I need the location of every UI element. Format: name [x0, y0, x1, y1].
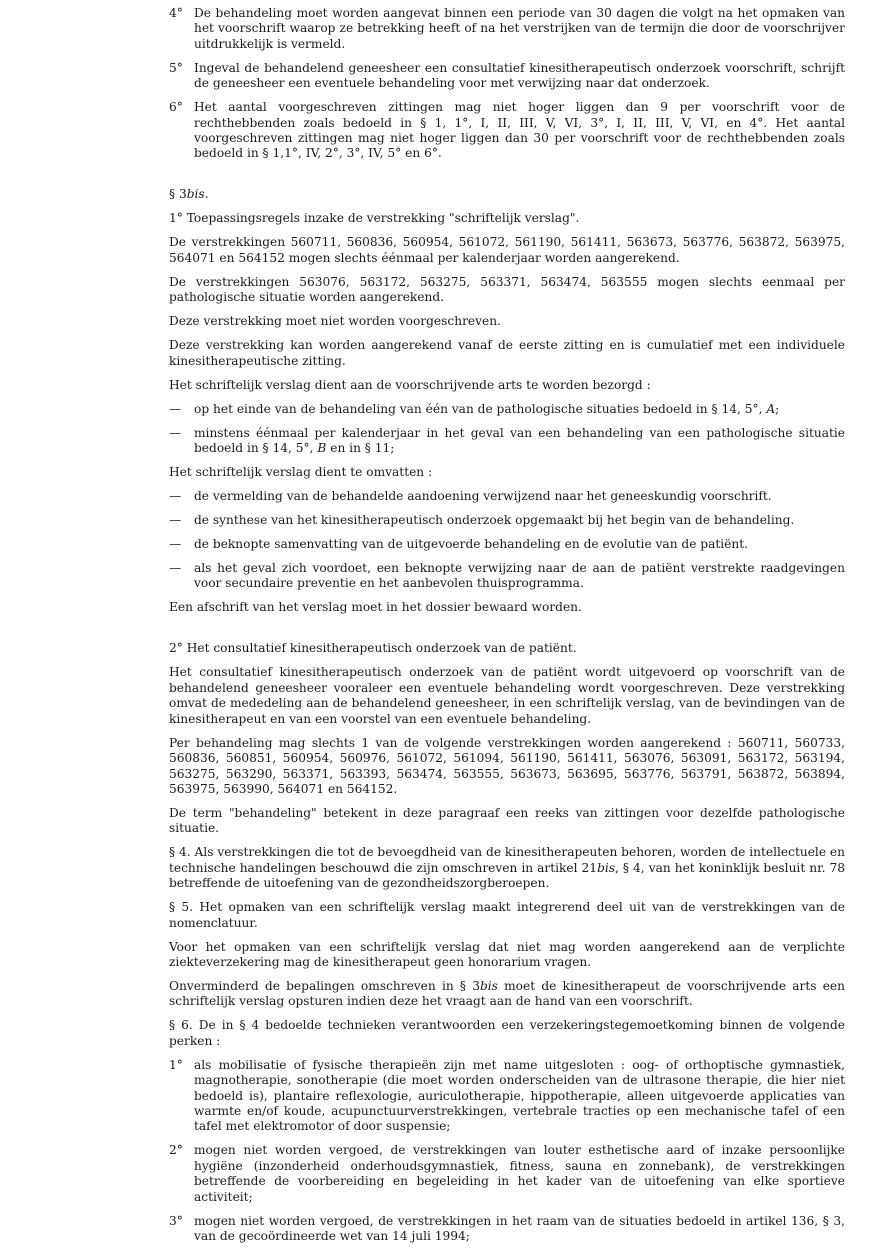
text-part: § 4. Als verstrekkingen die tot de bevoegdheid van de kinesitherapeuten behoren, worden de intellectuele en technische handelingen beschouwd die zijn omschreven in artikel 21 — [169, 845, 845, 875]
section-5-paragraph: § 5. Het opmaken van een schriftelijk verslag maakt integrerend deel uit van de verstrekkingen van de nomenclatuur. — [169, 900, 845, 930]
dash-marker: — — [169, 537, 182, 552]
paragraph: Het schriftelijk verslag dient te omvatten : — [169, 465, 433, 480]
item-text: De behandeling moet worden aangevat binnen een periode van 30 dagen die volgt na het opmaken van het voorschrift waarop ze betrekking heeft of na het verstrijken van de termijn die door de voorschrijver uitdrukkelijk is vermeld. — [194, 6, 845, 51]
item-marker: 3° — [169, 1213, 183, 1228]
text-part: moet de kinesitherapeut de voorschrijvende arts een schriftelijk verslag opsturen indien deze het vraagt aan de hand van een voorschrift. — [169, 978, 845, 1009]
paragraph: Het schriftelijk verslag dient aan de voorschrijvende arts te worden bezorgd : — [169, 377, 651, 392]
dash-marker: — — [169, 513, 182, 528]
heading-italic: bis — [186, 187, 205, 202]
item-text-part: ; — [775, 401, 780, 416]
paragraph: Per behandeling mag slechts 1 van de volgende verstrekkingen worden aangerekend : 560711, 560733, 560836, 560851, 560954, 560976, 561072, 561094, 561190, 561411, 563076, 563091, 563172, 563194, 563275, 563290, 563371, 563393, 563474, 563555, 563673, 563695, 563776, 563791, 563872, 563894, 563975, 563990, 564071 en 564152. — [169, 735, 845, 796]
list-item — [169, 61, 845, 92]
list-item — [169, 1214, 845, 1245]
item-marker: 4° — [169, 6, 183, 20]
dash-item — [169, 561, 845, 592]
item-text: als mobilisatie of fysische therapieën zijn met name uitgesloten : oog- of orthoptische gymnastiek, magnotherapie, sonotherapie (die moet worden onderscheiden van de ultrasone therapie, die hier niet bedoeld is), plantaire reflexologie, auriculotherapie, hippotherapie, alleen uitgevoerde applicaties van warmte en/of koude, acupunctuurverstrekkingen, vertebrale tracties op een mechanische tafel of een tafel met elektromotor of door suspensie; — [194, 1057, 845, 1134]
section-heading-3bis — [169, 187, 845, 202]
text-part: , § 4, van het koninklijk besluit nr. 78 betreffende de uitoefening van de gezondheidszorgberoepen. — [169, 860, 845, 891]
dash-item — [169, 537, 845, 552]
item-marker: 5° — [169, 60, 183, 75]
item-text: de synthese van het kinesitherapeutisch onderzoek opgemaakt bij het begin van de behandeling. — [194, 513, 795, 528]
dash-item — [169, 513, 845, 528]
item-text: Ingeval de behandelend geneesheer een consultatief kinesitherapeutisch onderzoek voorschrift, schrijft de geneesheer een eventuele behandeling voor met verwijzing naar dat onderzoek. — [194, 60, 845, 91]
paragraph: De verstrekkingen 560711, 560836, 560954, 561072, 561190, 561411, 563673, 563776, 563872, 563975, 564071 en 564152 mogen slechts éénmaal per kalenderjaar worden aangerekend. — [169, 235, 845, 265]
paragraph: De verstrekkingen 563076, 563172, 563275, 563371, 563474, 563555 mogen slechts eenmaal per pathologische situatie worden aangerekend. — [169, 274, 845, 305]
item-marker: 6° — [169, 100, 183, 115]
item-text-part: en in § 11; — [326, 441, 395, 456]
text-italic: bis — [597, 860, 616, 875]
item-text-part: op het einde van de behandeling van één van de pathologische situaties bedoeld in § 14, 5°, — [194, 401, 767, 416]
heading-prefix: § 3 — [169, 187, 187, 202]
item-text: als het geval zich voordoet, een beknopte verwijzing naar de aan de patiënt verstrekte raadgevingen voor secundaire preventie en het aanbevolen thuisprogramma. — [194, 561, 845, 591]
paragraph — [169, 979, 845, 1010]
paragraph: Voor het opmaken van een schriftelijk verslag dat niet mag worden aangerekend aan de verplichte ziekteverzekering mag de kinesitherapeut geen honorarium vragen. — [169, 939, 845, 969]
list-item — [169, 100, 845, 162]
paragraph: De term "behandeling" betekent in deze paragraaf een reeks van zittingen voor dezelfde pathologische situatie. — [169, 805, 845, 836]
dash-marker: — — [169, 561, 182, 576]
text-part: Onverminderd de bepalingen omschreven in § 3 — [169, 978, 480, 993]
paragraph: Een afschrift van het verslag moet in het dossier bewaard worden. — [169, 600, 582, 615]
item-text: de vermelding van de behandelde aandoening verwijzend naar het geneeskundig voorschrift. — [194, 489, 772, 504]
subsection-title-1: 1° Toepassingsregels inzake de verstrekking "schriftelijk verslag". — [169, 211, 580, 226]
item-text: mogen niet worden vergoed, de verstrekkingen van louter esthetische aard of inzake persoonlijke hygiëne (inzonderheid onderhoudsgymnastiek, fitness, sauna en zonnebank), de verstrekkingen betreffende de voorbereiding en begeleiding in het kader van de uitoefening van elke sportieve activiteit; — [194, 1143, 845, 1204]
dash-marker: — — [169, 425, 182, 440]
item-text — [194, 426, 845, 457]
dash-item — [169, 489, 845, 504]
item-text — [194, 402, 845, 417]
dash-item — [169, 402, 845, 417]
document-page — [169, 6, 845, 1253]
item-text: mogen niet worden vergoed, de verstrekkingen in het raam van de situaties bedoeld in artikel 136, § 3, van de gecoördineerde wet van 14 juli 1994; — [194, 1213, 845, 1243]
item-marker: 2° — [169, 1143, 183, 1158]
paragraph: Deze verstrekking moet niet worden voorgeschreven. — [169, 314, 501, 329]
item-text: de beknopte samenvatting van de uitgevoerde behandeling en de evolutie van de patiënt. — [194, 537, 749, 552]
list-item — [169, 1058, 845, 1135]
item-text-italic: A — [766, 401, 776, 416]
text-italic: bis — [479, 978, 498, 993]
paragraph: Het consultatief kinesitherapeutisch onderzoek van de patiënt wordt uitgevoerd op voorschrift van de behandelend geneesheer vooraleer een eventuele behandeling wordt voorgeschreven. Deze verstrekking omvat de mededeling aan de behandelend geneesheer, in een schriftelijk verslag, van de bevindingen van de kinesitherapeut en van een voorstel van een eventuele behandeling. — [169, 665, 845, 726]
list-item — [169, 6, 845, 52]
section-4-paragraph — [169, 845, 845, 891]
item-text-part: minstens éénmaal per kalenderjaar in het geval van een behandeling van een pathologische situatie bedoeld in § 14, 5°, — [194, 425, 845, 456]
dash-item — [169, 426, 845, 457]
item-marker: 1° — [169, 1057, 183, 1072]
dash-marker: — — [169, 489, 182, 504]
section-6-intro: § 6. De in § 4 bedoelde technieken verantwoorden een verzekeringstegemoetkoming binnen de volgende perken : — [169, 1018, 845, 1048]
item-text: Het aantal voorgeschreven zittingen mag niet hoger liggen dan 9 per voorschrift voor de rechthebbenden zoals bedoeld in § 1, 1°, I, II, III, V, VI, 3°, I, II, III, V, VI, en 4°. Het aantal voorgeschreven zittingen mag niet hoger liggen dan 30 per voorschrift voor de rechthebbenden zoals bedoeld in § 1,1°, IV, 2°, 3°, IV, 5° en 6°. — [194, 100, 845, 161]
heading-suffix: . — [204, 187, 209, 202]
paragraph: Deze verstrekking kan worden aangerekend vanaf de eerste zitting en is cumulatief met een individuele kinesitherapeutische zitting. — [169, 338, 845, 368]
item-text-italic: B — [317, 441, 327, 456]
subsection-title-2: 2° Het consultatief kinesitherapeutisch onderzoek van de patiënt. — [169, 641, 577, 656]
dash-marker: — — [169, 401, 182, 416]
list-item — [169, 1143, 845, 1205]
